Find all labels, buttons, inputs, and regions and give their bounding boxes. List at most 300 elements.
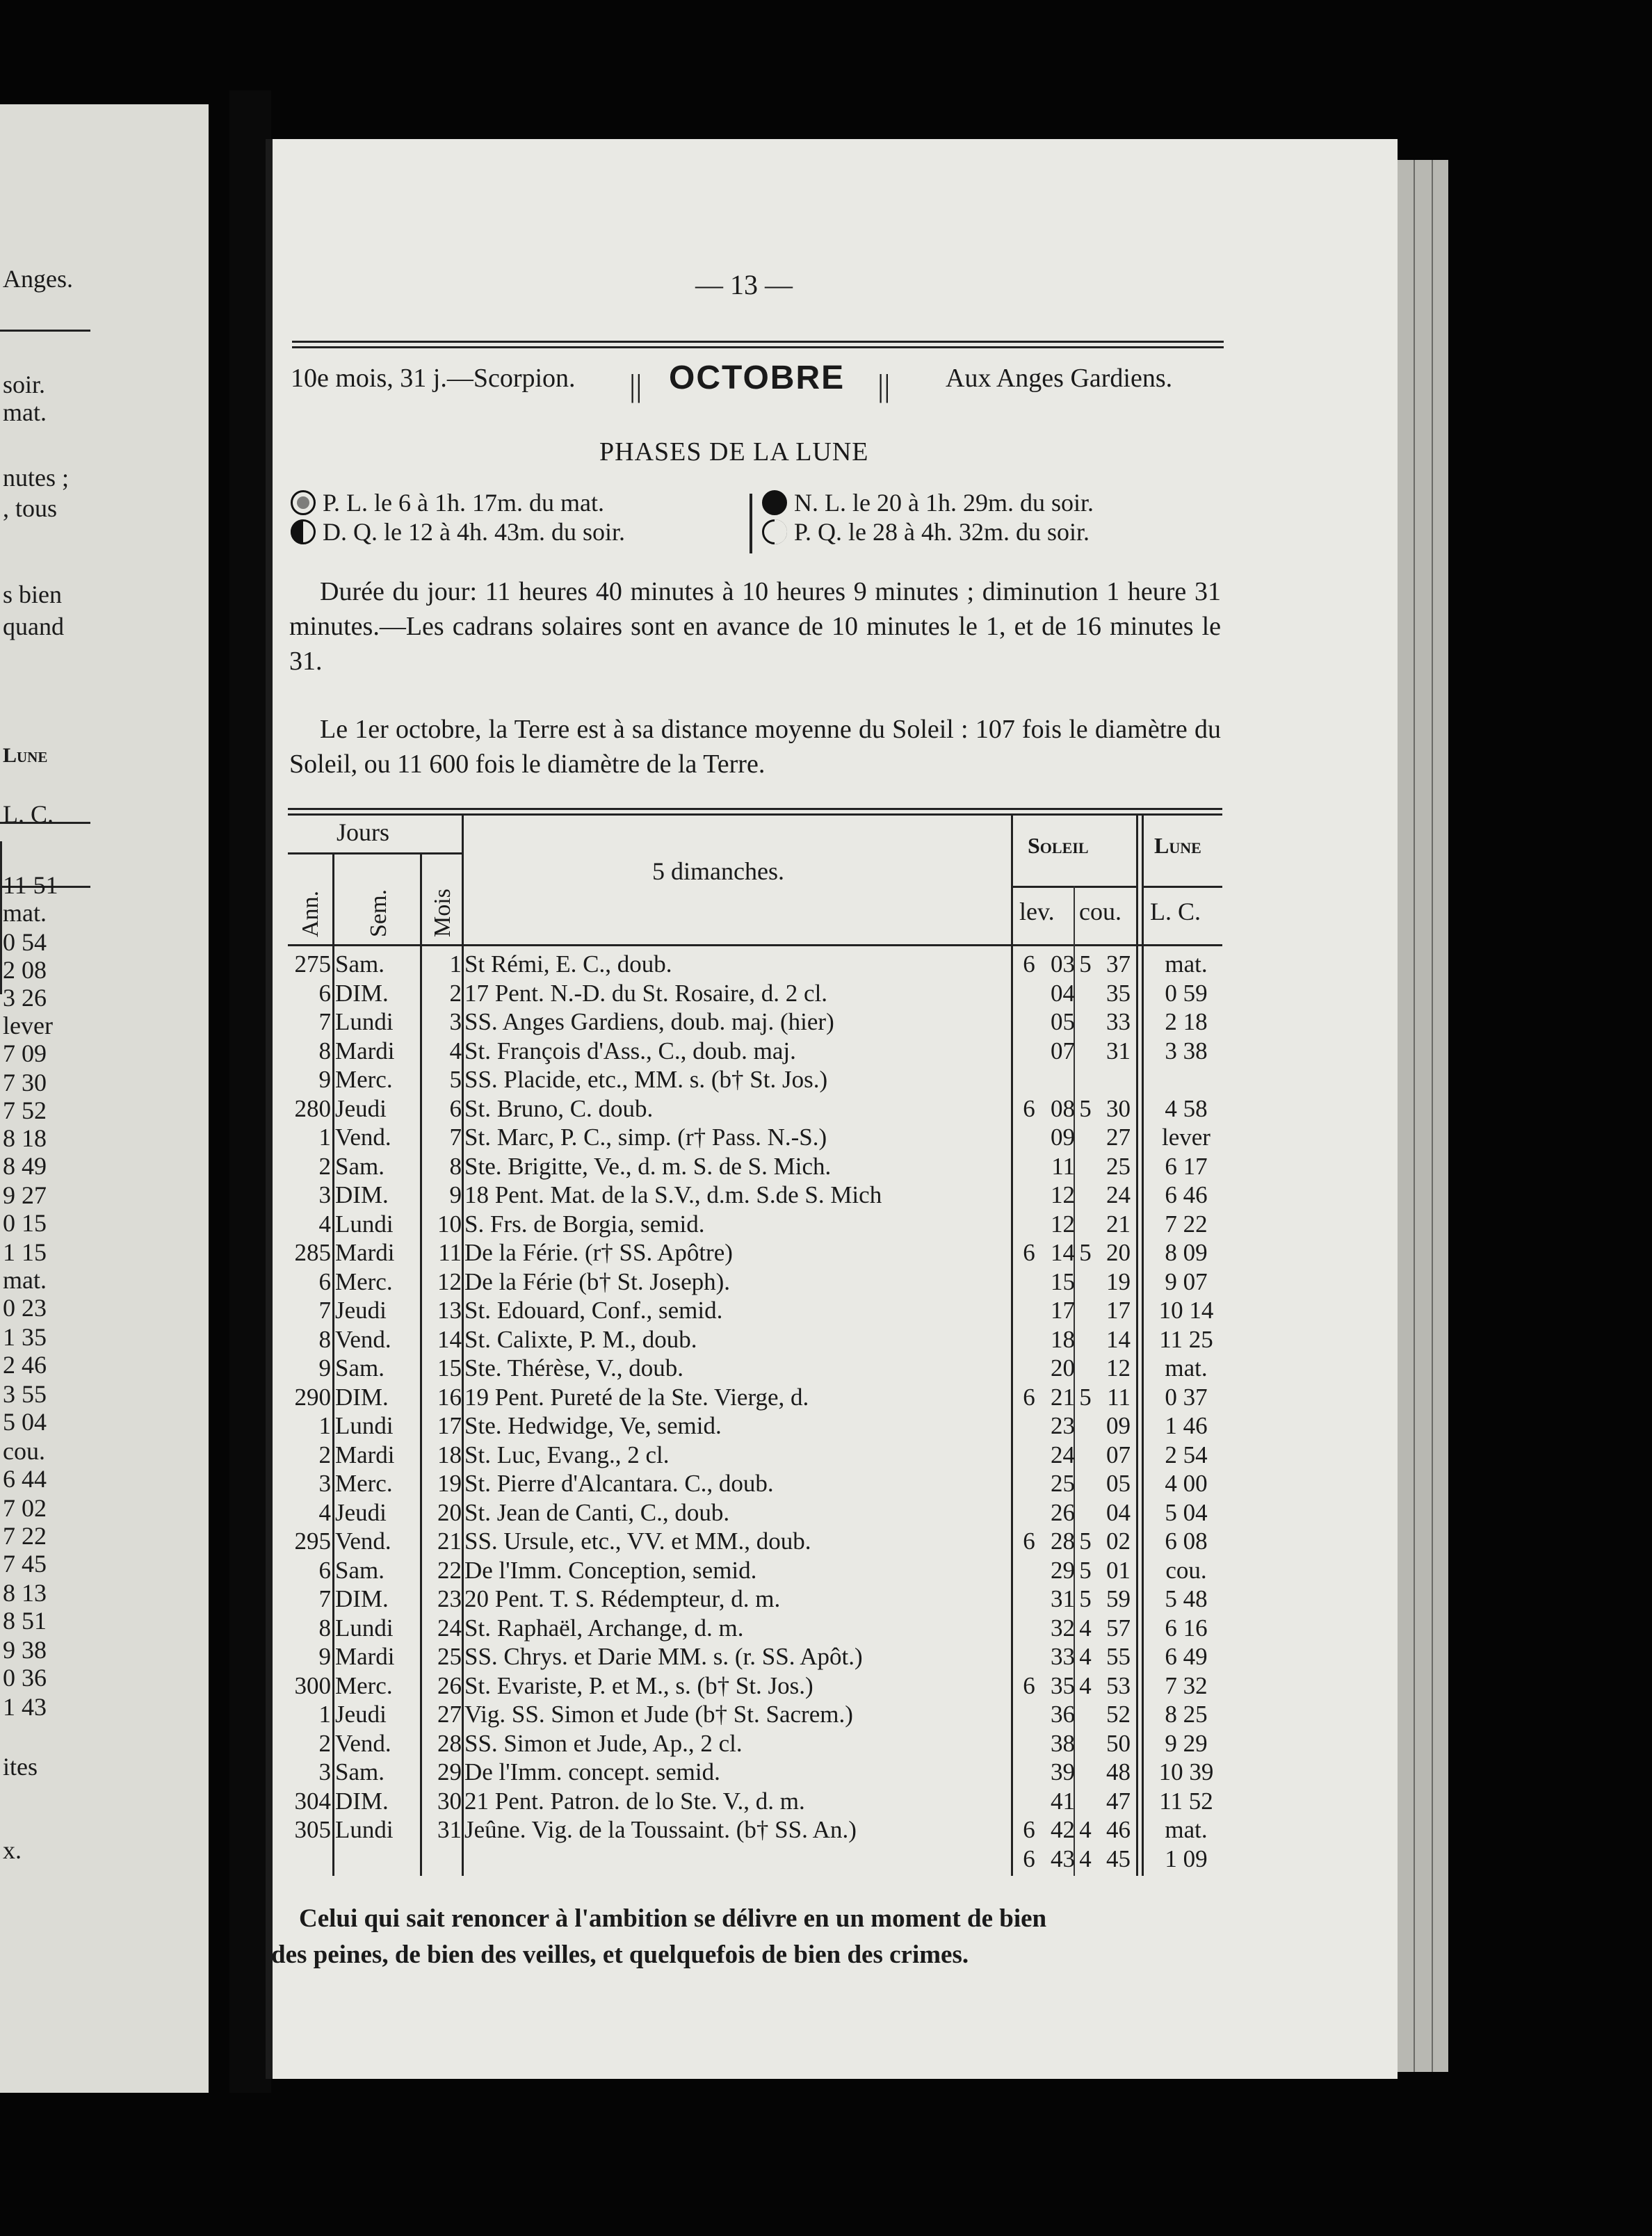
- cell-ann: 6: [318, 1556, 331, 1584]
- table-row: [288, 1383, 1222, 1412]
- cell-mois: 31: [437, 1816, 462, 1843]
- left-vrule: [0, 841, 2, 994]
- cell-sm: 43: [1051, 1845, 1075, 1872]
- table-row: [288, 1037, 1222, 1066]
- earth-distance-paragraph: Le 1er octobre, la Terre est à sa distance moyenne du Soleil : 107 fois le diamètre du Soleil, ou 11 600 fois le diamètre de la Terre.: [289, 715, 1221, 779]
- cell-ann: 6: [318, 1267, 331, 1295]
- cell-cm: 53: [1106, 1671, 1131, 1699]
- cell-fete: St. Calixte, P. M., doub.: [464, 1325, 697, 1353]
- cell-lune: 5 04: [1165, 1498, 1208, 1526]
- cell-sh: 6: [1023, 1816, 1035, 1843]
- cell-ann: 4: [318, 1498, 331, 1526]
- table-row: [288, 1700, 1222, 1729]
- cell-mois: 5: [449, 1066, 462, 1093]
- lc-header: L. C.: [1150, 898, 1201, 925]
- table-row: [288, 950, 1222, 979]
- cell-ann: 1: [318, 1701, 331, 1728]
- cell-ann: 7: [318, 1008, 331, 1035]
- table-row: [288, 1296, 1222, 1325]
- left-page-fragment: ites: [3, 1753, 38, 1781]
- cell-ann: 290: [294, 1383, 331, 1411]
- header-left: 10e mois, 31 j.—Scorpion.: [291, 364, 576, 393]
- cell-ann: 9: [318, 1643, 331, 1670]
- cell-fete: Ste. Thérèse, V., doub.: [464, 1354, 683, 1382]
- cell-sem: Sam.: [335, 1556, 384, 1584]
- cell-sm: 05: [1051, 1008, 1075, 1035]
- cell-fete: St. François d'Ass., C., doub. maj.: [464, 1037, 796, 1064]
- left-page-fragment: Lune: [3, 744, 48, 767]
- cell-ann: 285: [294, 1239, 331, 1266]
- left-page-fragment: Anges.: [3, 265, 73, 293]
- month-title: OCTOBRE: [669, 359, 845, 396]
- left-page-fragment: 6 44: [3, 1465, 47, 1493]
- ann-header: Ann.: [298, 890, 323, 937]
- cell-fete: St. Edouard, Conf., semid.: [464, 1297, 723, 1324]
- cell-fete: 21 Pent. Patron. de lo Ste. V., d. m.: [464, 1787, 805, 1815]
- left-page-fragment: 0 15: [3, 1209, 47, 1237]
- cell-sm: 08: [1051, 1094, 1075, 1122]
- cell-ann: 305: [294, 1816, 331, 1843]
- cell-mois: 22: [437, 1556, 462, 1584]
- cell-cm: 11: [1107, 1383, 1131, 1411]
- cell-ann: 9: [318, 1066, 331, 1093]
- cell-ann: 300: [294, 1671, 331, 1699]
- cell-ann: 8: [318, 1037, 331, 1064]
- table-row: [288, 1411, 1222, 1441]
- cell-cm: 57: [1106, 1614, 1131, 1642]
- left-page-fragment: 7 45: [3, 1550, 47, 1578]
- footer-maxim-line2: des peines, de bien des veilles, et quelquefois de bien des crimes.: [271, 1941, 969, 1969]
- cell-lune: 8 09: [1165, 1239, 1208, 1266]
- left-page-fragment: 8 51: [3, 1607, 47, 1635]
- cell-lune: 9 29: [1165, 1729, 1208, 1757]
- cell-mois: 8: [449, 1152, 462, 1180]
- cell-sem: Merc.: [335, 1470, 393, 1497]
- cell-sh: 6: [1023, 1383, 1035, 1411]
- cell-sem: Jeudi: [335, 1498, 387, 1526]
- cell-sm: 31: [1051, 1585, 1075, 1612]
- left-page-fragment: 9 27: [3, 1181, 47, 1209]
- day-length-paragraph: Durée du jour: 11 heures 40 minutes à 10 heures 9 minutes ; diminution 1 heure 31 minutes.—Les cadrans solaires sont en avance de 10 minutes le 1, et de 16 minutes le 31.: [289, 577, 1221, 676]
- cell-fete: 17 Pent. N.-D. du St. Rosaire, d. 2 cl.: [464, 979, 828, 1007]
- cell-mois: 13: [437, 1297, 462, 1324]
- cell-mois: 7: [449, 1124, 462, 1151]
- cell-lune: 11 25: [1159, 1325, 1213, 1353]
- cell-sh: 6: [1023, 1528, 1035, 1555]
- page-number: — 13 —: [695, 269, 793, 300]
- cell-mois: 1: [449, 950, 462, 978]
- footer-maxim-line1: Celui qui sait renoncer à l'ambition se délivre en un moment de bien: [299, 1904, 1047, 1933]
- cell-ann: 304: [294, 1787, 331, 1815]
- cell-ch: 4: [1079, 1845, 1092, 1872]
- cell-sm: 35: [1051, 1671, 1075, 1699]
- cell-sem: DIM.: [335, 1181, 389, 1208]
- new-moon-icon: [762, 490, 787, 515]
- cell-sm: 24: [1051, 1441, 1075, 1468]
- cell-mois: 23: [437, 1585, 462, 1612]
- cell-lune: mat.: [1165, 950, 1208, 978]
- left-page-fragment: 3 26: [3, 984, 47, 1012]
- table-row: [288, 1354, 1222, 1383]
- cell-sm: 42: [1051, 1816, 1075, 1843]
- cell-ann: 6: [318, 979, 331, 1007]
- cell-fete: St. Marc, P. C., simp. (r† Pass. N.-S.): [464, 1124, 827, 1151]
- cell-ch: 5: [1079, 1556, 1092, 1584]
- cell-sm: 18: [1051, 1325, 1075, 1353]
- cell-sem: Lundi: [335, 1816, 394, 1843]
- cell-mois: 15: [437, 1354, 462, 1382]
- cell-sem: DIM.: [335, 979, 389, 1007]
- cell-cm: 45: [1106, 1845, 1131, 1872]
- cell-lune: 11 52: [1159, 1787, 1213, 1815]
- cell-cm: 21: [1106, 1210, 1131, 1238]
- cell-cm: 17: [1106, 1297, 1131, 1324]
- cell-lune: 7 32: [1165, 1671, 1208, 1699]
- left-page-fragment: cou.: [3, 1437, 45, 1465]
- cell-fete: SS. Chrys. et Darie MM. s. (r. SS. Apôt.): [464, 1643, 863, 1670]
- table-row: [288, 1642, 1222, 1671]
- cell-mois: 6: [449, 1094, 462, 1122]
- cell-cm: 55: [1106, 1643, 1131, 1670]
- left-page-fragment: 7 02: [3, 1494, 47, 1522]
- table-row: [288, 1007, 1222, 1037]
- cell-sm: 07: [1051, 1037, 1075, 1064]
- cell-sm: 14: [1051, 1239, 1075, 1266]
- cell-sm: 39: [1051, 1758, 1075, 1785]
- cell-sem: Vend.: [335, 1124, 391, 1151]
- cell-fete: SS. Anges Gardiens, doub. maj. (hier): [464, 1008, 834, 1035]
- header-bottom-rule: [288, 944, 1222, 946]
- spine-shadow: [266, 139, 273, 2079]
- cell-cm: 46: [1106, 1816, 1131, 1843]
- left-page-fragment: mat.: [3, 1266, 47, 1294]
- cell-lune: 10 14: [1158, 1297, 1214, 1324]
- cell-cm: 27: [1106, 1124, 1131, 1151]
- first-quarter-moon-icon: [762, 519, 787, 544]
- cell-mois: 30: [437, 1787, 462, 1815]
- cell-mois: 16: [437, 1383, 462, 1411]
- cell-sem: Merc.: [335, 1671, 393, 1699]
- left-page-fragment: 8 49: [3, 1152, 47, 1180]
- left-page-fragment: 0 54: [3, 928, 47, 956]
- cell-mois: 19: [437, 1470, 462, 1497]
- cell-mois: 2: [449, 979, 462, 1007]
- cell-cm: 04: [1106, 1498, 1131, 1526]
- table-row: [288, 1441, 1222, 1470]
- full-moon-icon: [291, 490, 316, 515]
- cell-cm: 01: [1106, 1556, 1131, 1584]
- left-page-fragment: 8 13: [3, 1579, 47, 1607]
- table-row: [288, 1123, 1222, 1152]
- cell-sm: 41: [1051, 1787, 1075, 1815]
- cell-lune: 6 16: [1165, 1614, 1208, 1642]
- cell-cm: 25: [1106, 1152, 1131, 1180]
- table-row: [288, 1469, 1222, 1498]
- cell-lune: 3 38: [1165, 1037, 1208, 1064]
- cell-mois: 11: [438, 1239, 462, 1266]
- left-page-fragment: 8 18: [3, 1124, 47, 1152]
- cell-lune: mat.: [1165, 1816, 1208, 1843]
- cell-mois: 18: [437, 1441, 462, 1468]
- phase-new-moon: [762, 488, 1094, 517]
- cell-sem: Mardi: [335, 1037, 395, 1064]
- left-page-fragment: 7 09: [3, 1039, 47, 1067]
- header-rule: [292, 341, 1224, 343]
- last-quarter-moon-icon: [291, 519, 316, 544]
- cell-lune: 5 48: [1165, 1585, 1208, 1612]
- cell-cm: 35: [1106, 979, 1131, 1007]
- phase-divider: [750, 494, 752, 553]
- cell-ann: 1: [318, 1412, 331, 1439]
- cell-mois: 9: [449, 1181, 462, 1208]
- cell-sem: Sam.: [335, 1758, 384, 1785]
- cell-sm: 29: [1051, 1556, 1075, 1584]
- cell-ann: 8: [318, 1614, 331, 1642]
- cell-sm: 12: [1051, 1181, 1075, 1208]
- cell-sh: 6: [1023, 1239, 1035, 1266]
- cell-fete: St Rémi, E. C., doub.: [464, 950, 672, 978]
- calendar-table: [288, 808, 1222, 1876]
- cell-ann: 1: [318, 1124, 331, 1151]
- left-page-fragment: 1 15: [3, 1238, 47, 1266]
- cell-fete: De l'Imm. Conception, semid.: [464, 1556, 757, 1584]
- phase-new-text: N. L. le 20 à 1h. 29m. du soir.: [794, 489, 1094, 517]
- left-page-fragment: mat.: [3, 398, 47, 426]
- table-row: [288, 1585, 1222, 1614]
- left-page-fragment: L. C.: [3, 800, 54, 828]
- table-row: [288, 1758, 1222, 1787]
- left-page-fragment: 7 22: [3, 1522, 47, 1550]
- cell-mois: 10: [437, 1210, 462, 1238]
- cell-lune: 10 39: [1158, 1758, 1214, 1785]
- table-row: [288, 1181, 1222, 1210]
- cell-mois: 26: [437, 1671, 462, 1699]
- cell-sem: Mardi: [335, 1239, 395, 1266]
- cell-fete: St. Jean de Canti, C., doub.: [464, 1498, 730, 1526]
- table-row: [288, 1787, 1222, 1816]
- cell-lune: 8 25: [1165, 1701, 1208, 1728]
- cell-lune: 6 46: [1165, 1181, 1208, 1208]
- cell-ch: 5: [1079, 1585, 1092, 1612]
- cell-sem: Jeudi: [335, 1094, 387, 1122]
- cell-sh: 6: [1023, 1671, 1035, 1699]
- table-row: [288, 1815, 1222, 1845]
- left-page-fragment: s bien: [3, 581, 62, 608]
- cell-ann: 295: [294, 1528, 331, 1555]
- cell-fete: SS. Placide, etc., MM. s. (b† St. Jos.): [464, 1066, 828, 1093]
- cell-ann: 9: [318, 1354, 331, 1382]
- cell-ch: 4: [1079, 1816, 1092, 1843]
- cell-cm: 47: [1106, 1787, 1131, 1815]
- cell-cm: 14: [1106, 1325, 1131, 1353]
- cell-fete: St. Pierre d'Alcantara. C., doub.: [464, 1470, 774, 1497]
- cell-mois: 29: [437, 1758, 462, 1785]
- phase-last-quarter: [762, 517, 1090, 546]
- cell-sem: Merc.: [335, 1267, 393, 1295]
- cell-sm: 32: [1051, 1614, 1075, 1642]
- table-row: [288, 1845, 1222, 1874]
- cell-sem: Lundi: [335, 1008, 394, 1035]
- cell-fete: St. Bruno, C. doub.: [464, 1094, 654, 1122]
- cell-lune: 1 46: [1165, 1412, 1208, 1439]
- cell-lune: 4 00: [1165, 1470, 1208, 1497]
- left-page: [0, 104, 209, 2093]
- left-rule: [0, 330, 90, 332]
- cell-ann: 7: [318, 1297, 331, 1324]
- cell-cm: 05: [1106, 1470, 1131, 1497]
- cell-fete: 19 Pent. Pureté de la Ste. Vierge, d.: [464, 1383, 809, 1411]
- left-page-fragment: 1 35: [3, 1323, 47, 1351]
- lune-rule: [1142, 886, 1222, 888]
- gutter: [229, 90, 271, 2093]
- cell-mois: 20: [437, 1498, 462, 1526]
- table-row: [288, 979, 1222, 1008]
- cell-sem: Vend.: [335, 1729, 391, 1757]
- cou-header: cou.: [1079, 898, 1121, 925]
- left-page-fragment: 3 55: [3, 1380, 47, 1408]
- table-row: [288, 1556, 1222, 1585]
- cell-mois: 17: [437, 1412, 462, 1439]
- left-page-fragment: 0 36: [3, 1664, 47, 1692]
- cell-cm: 20: [1106, 1239, 1131, 1266]
- cell-ch: 4: [1079, 1671, 1092, 1699]
- cell-lune: lever: [1162, 1124, 1210, 1151]
- left-page-fragment: 2 46: [3, 1351, 47, 1379]
- cell-sh: 6: [1023, 1845, 1035, 1872]
- cell-sm: 33: [1051, 1643, 1075, 1670]
- cell-sem: Mardi: [335, 1643, 395, 1670]
- cell-sem: Jeudi: [335, 1701, 387, 1728]
- soleil-header: Soleil: [1028, 833, 1089, 858]
- cell-sm: 28: [1051, 1528, 1075, 1555]
- left-page-fragment: 1 43: [3, 1693, 47, 1721]
- left-page-fragment: 5 04: [3, 1408, 47, 1436]
- table-row: [288, 1614, 1222, 1643]
- lune-header: Lune: [1154, 833, 1201, 858]
- table-row: [288, 1729, 1222, 1758]
- cell-cm: 52: [1106, 1701, 1131, 1728]
- dimanches-header: 5 dimanches.: [652, 857, 784, 885]
- cell-lune: 4 58: [1165, 1094, 1208, 1122]
- cell-mois: 3: [449, 1008, 462, 1035]
- cell-ann: 280: [294, 1094, 331, 1122]
- cell-sem: Mardi: [335, 1441, 395, 1468]
- left-page-fragment: , tous: [3, 494, 58, 522]
- cell-fete: De l'Imm. concept. semid.: [464, 1758, 720, 1785]
- cell-lune: 6 17: [1165, 1152, 1208, 1180]
- table-row: [288, 1238, 1222, 1267]
- phase-full-text: P. L. le 6 à 1h. 17m. du mat.: [323, 489, 604, 517]
- cell-sm: 15: [1051, 1267, 1075, 1295]
- cell-sem: Lundi: [335, 1614, 394, 1642]
- cell-sm: 20: [1051, 1354, 1075, 1382]
- cell-ann: 4: [318, 1210, 331, 1238]
- cell-mois: 27: [437, 1701, 462, 1728]
- table-top-rule: [288, 813, 1222, 816]
- table-row: [288, 1498, 1222, 1528]
- phase-dq-text: D. Q. le 12 à 4h. 43m. du soir.: [323, 518, 625, 546]
- cell-cm: 07: [1106, 1441, 1131, 1468]
- cell-fete: SS. Simon et Jude, Ap., 2 cl.: [464, 1729, 743, 1757]
- cell-fete: De la Férie (b† St. Joseph).: [464, 1267, 731, 1295]
- cell-cm: 09: [1106, 1412, 1131, 1439]
- table-row: [288, 1210, 1222, 1239]
- cell-lune: 6 08: [1165, 1528, 1208, 1555]
- cell-sem: Vend.: [335, 1528, 391, 1555]
- cell-cm: 33: [1106, 1008, 1131, 1035]
- cell-ann: 8: [318, 1325, 331, 1353]
- cell-ann: 2: [318, 1441, 331, 1468]
- cell-sem: Jeudi: [335, 1297, 387, 1324]
- cell-mois: 14: [437, 1325, 462, 1353]
- cell-mois: 4: [449, 1037, 462, 1064]
- cell-ch: 4: [1079, 1614, 1092, 1642]
- cell-fete: Ste. Hedwidge, Ve, semid.: [464, 1412, 722, 1439]
- cell-ann: 2: [318, 1152, 331, 1180]
- left-page-fragment: 2 08: [3, 956, 47, 984]
- table-top-rule: [288, 808, 1222, 810]
- cell-sem: Vend.: [335, 1325, 391, 1353]
- cell-sem: Sam.: [335, 1152, 384, 1180]
- cell-ch: 5: [1079, 1239, 1092, 1266]
- cell-sem: DIM.: [335, 1383, 389, 1411]
- cell-sem: Lundi: [335, 1210, 394, 1238]
- left-page-fragment: mat.: [3, 899, 47, 927]
- cell-lune: 7 22: [1165, 1210, 1208, 1238]
- cell-ann: 3: [318, 1758, 331, 1785]
- cell-sem: Sam.: [335, 1354, 384, 1382]
- cell-sm: 03: [1051, 950, 1075, 978]
- cell-cm: 12: [1106, 1354, 1131, 1382]
- cell-sem: Lundi: [335, 1412, 394, 1439]
- cell-cm: 02: [1106, 1528, 1131, 1555]
- left-page-fragment: lever: [3, 1012, 53, 1039]
- cell-cm: 31: [1106, 1037, 1131, 1064]
- cell-lune: 0 37: [1165, 1383, 1208, 1411]
- cell-sem: DIM.: [335, 1787, 389, 1815]
- cell-lune: 6 49: [1165, 1643, 1208, 1670]
- left-page-fragment: soir.: [3, 371, 46, 398]
- cell-ch: 4: [1079, 1643, 1092, 1670]
- phase-first-quarter: [291, 517, 625, 546]
- cell-ch: 5: [1079, 1383, 1092, 1411]
- cell-ch: 5: [1079, 950, 1092, 978]
- cell-cm: 48: [1106, 1758, 1131, 1785]
- cell-ann: 3: [318, 1181, 331, 1208]
- cell-fete: De la Férie. (r† SS. Apôtre): [464, 1239, 733, 1266]
- cell-fete: SS. Ursule, etc., VV. et MM., doub.: [464, 1528, 811, 1555]
- cell-sm: 26: [1051, 1498, 1075, 1526]
- cell-sm: 21: [1051, 1383, 1075, 1411]
- cell-fete: 18 Pent. Mat. de la S.V., d.m. S.de S. Mich: [464, 1181, 882, 1208]
- mois-header: Mois: [430, 889, 455, 937]
- cell-mois: 21: [437, 1528, 462, 1555]
- header-sep: ||: [877, 368, 891, 403]
- cell-sm: 25: [1051, 1470, 1075, 1497]
- cell-fete: Vig. SS. Simon et Jude (b† St. Sacrem.): [464, 1701, 853, 1728]
- left-page-fragment: 7 30: [3, 1069, 47, 1096]
- cell-sh: 6: [1023, 950, 1035, 978]
- cell-mois: 12: [437, 1267, 462, 1295]
- cell-lune: 9 07: [1165, 1267, 1208, 1295]
- cell-sem: Merc.: [335, 1066, 393, 1093]
- cell-cm: 59: [1106, 1585, 1131, 1612]
- cell-fete: S. Frs. de Borgia, semid.: [464, 1210, 705, 1238]
- cell-sm: 09: [1051, 1124, 1075, 1151]
- cell-lune: 0 59: [1165, 979, 1208, 1007]
- cell-lune: 2 54: [1165, 1441, 1208, 1468]
- header-sep: ||: [629, 368, 642, 403]
